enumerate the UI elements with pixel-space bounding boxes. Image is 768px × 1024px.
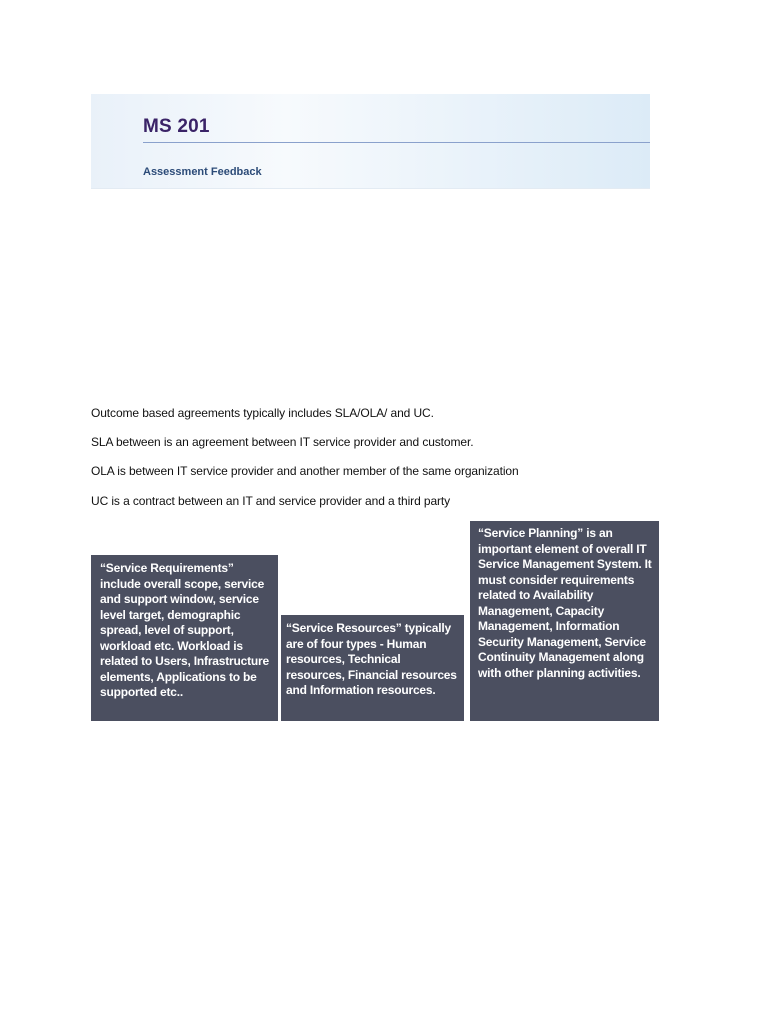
service-requirements-box: “Service Requirements” include overall scope, service and support window, service level target, demographic spread, level of support, workload etc. Workload is related to Users, Infrastructure elements, Applications to be supported etc..	[91, 555, 278, 721]
paragraph-uc: UC is a contract between an IT and service provider and a third party	[91, 494, 451, 508]
header-subtitle: Assessment Feedback	[143, 166, 262, 178]
header-banner	[91, 94, 650, 189]
service-resources-box: “Service Resources” typically are of four types - Human resources, Technical resources, Financial resources and Information resources.	[281, 615, 464, 721]
service-planning-box: “Service Planning” is an important element of overall IT Service Management System. It must consider requirements related to Availability Management, Capacity Management, Information Security Management, Service Continuity Management along with other planning activities.	[470, 521, 659, 721]
course-title: MS 201	[143, 116, 210, 137]
header-bottom-divider	[91, 188, 650, 189]
paragraph-ola: OLA is between IT service provider and another member of the same organization	[91, 464, 519, 478]
paragraph-sla: SLA between is an agreement between IT service provider and customer.	[91, 435, 474, 449]
paragraph-outcome-agreements: Outcome based agreements typically includes SLA/OLA/ and UC.	[91, 406, 434, 420]
header-divider	[143, 142, 650, 143]
